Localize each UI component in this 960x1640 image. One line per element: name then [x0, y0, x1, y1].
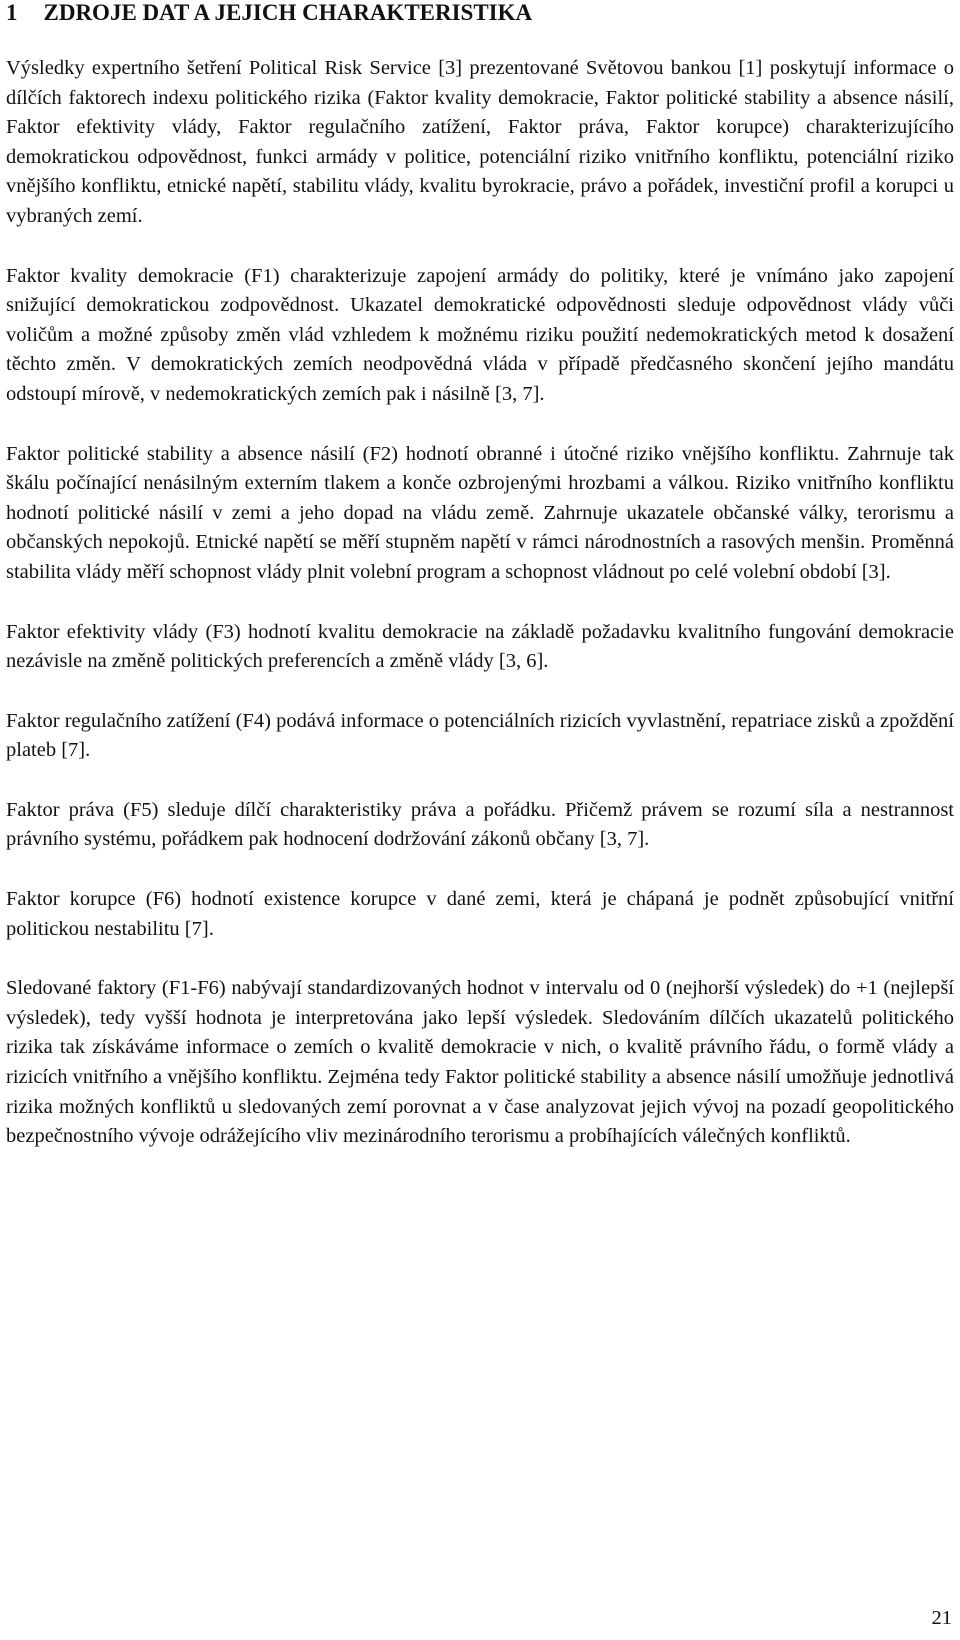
section-number: 1: [6, 0, 18, 25]
paragraph-f1: Faktor kvality demokracie (F1) charakterizuje zapojení armády do politiky, které je vnímáno jako zapojení snižující demokratickou zodpovědnost. Ukazatel demokratické odpovědnosti sleduje odpovědnost vlády vůči voličům a možné způsoby změn vlád vzhledem k možnému riziku použití nedemokratických metod k dosažení těchto změn. V demokratických zemích neodpovědná vláda v případě předčasného skončení jejího mandátu odstoupí mírově, v nedemokratických zemích pak i násilně [3, 7].: [6, 264, 954, 405]
paragraph-f6: Faktor korupce (F6) hodnotí existence korupce v dané zemi, která je chápaná je podnět způsobující vnitřní politickou nestabilitu [7].: [6, 888, 954, 940]
document-page: [6, 0, 954, 1182]
paragraph-intro: Výsledky expertního šetření Political Risk Service [3] prezentované Světovou bankou [1] poskytují informace o dílčích faktorech indexu politického rizika (Faktor kvality demokracie, Faktor politické stability a absence násilí, Faktor efektivity vlády, Faktor regulačního zatížení, Faktor práva, Faktor korupce) charakterizujícího demokratickou odpovědnost, funkci armády v politice, potenciální riziko vnitřního konfliktu, potenciální riziko vnějšího konfliktu, etnické napětí, stabilitu vlády, kvalitu byrokracie, právo a pořádek, investiční profil a korupci u vybraných zemí.: [6, 57, 954, 227]
page-number: 21: [931, 1607, 952, 1629]
section-title: ZDROJE DAT A JEJICH CHARAKTERISTIKA: [43, 0, 533, 25]
heading-spacer: [6, 26, 954, 54]
section-heading: [6, 0, 954, 26]
paragraph-summary: Sledované faktory (F1-F6) nabývají standardizovaných hodnot v intervalu od 0 (nejhorší výsledek) do +1 (nejlepší výsledek), tedy vyšší hodnota je interpretována jako lepší výsledek. Sledováním dílčích ukazatelů politického rizika tak získáváme informace o zemích o kvalitě demokracie v nich, o kvalitě právního řádu, o formě vlády a rizicích vnitřního a vnějšího konfliktu. Zejména tedy Faktor politické stability a absence násilí umožňuje jednotlivá rizika možných konfliktů u sledovaných zemí porovnat a v čase analyzovat jejich vývoj na pozadí geopolitického bezpečnostního vývoje odrážejícího vliv mezinárodního terorismu a probíhajících válečných konfliktů.: [6, 977, 954, 1148]
paragraph-f4: Faktor regulačního zatížení (F4) podává informace o potenciálních rizicích vyvlastnění, repatriace zisků a zpoždění plateb [7].: [6, 709, 954, 762]
paragraph-f2: Faktor politické stability a absence násilí (F2) hodnotí obranné i útočné riziko vnějšího konfliktu. Zahrnuje tak škálu počínající nenásilným externím tlakem a konče ozbrojenými hrozbami a válkou. Riziko vnitřního konfliktu hodnotí politické násilí v zemi a jeho dopad na vládu země. Zahrnuje ukazatele občanské války, terorismu a občanských nepokojů. Etnické napětí se měří stupněm napětí v rámci národnostních a rasových menšin. Proměnná stabilita vlády měří schopnost vlády plnit volební program a schopnost vládnout po celé volební období [3].: [6, 442, 954, 583]
paragraph-f5: Faktor práva (F5) sleduje dílčí charakteristiky práva a pořádku. Přičemž právem se rozumí síla a nestrannost právního systému, pořádkem pak hodnocení dodržování zákonů občany [3, 7].: [6, 798, 954, 851]
paragraph-f3: Faktor efektivity vlády (F3) hodnotí kvalitu demokracie na základě požadavku kvalitního fungování demokracie nezávisle na změně politických preferencích a změně vlády [3, 6].: [6, 620, 954, 673]
